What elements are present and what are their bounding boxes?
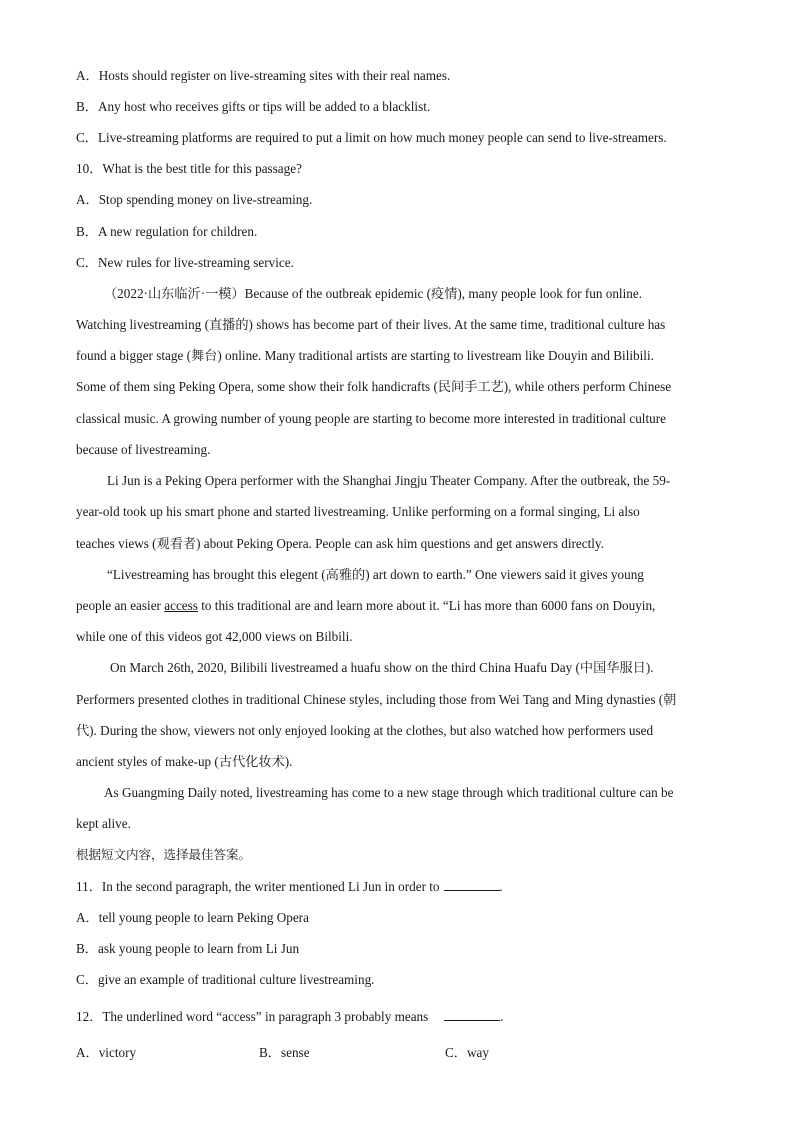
passage-p1-line4: Some of them sing Peking Opera, some show their folk handicrafts (民间手工艺), while others perform Chinese [76,379,672,394]
q11-answer-blank[interactable] [444,878,500,891]
p3-text-post: to this traditional are and learn more about it. “Li has more than 6000 fans on Douyin, [197,598,656,613]
q11-option-b: B．ask young people to learn from Li Jun [76,941,300,956]
passage-p4-line3: 代). During the show, viewers not only enjoyed looking at the clothes, but also watched how performers used [76,723,654,738]
q9-option-b: B．Any host who receives gifts or tips will be added to a blacklist. [76,99,431,114]
q12-answer-blank[interactable] [444,1008,500,1021]
q11-option-a: A．tell young people to learn Peking Opera [76,910,309,925]
passage-p4-line4: ancient styles of make-up (古代化妆术). [76,754,293,769]
passage-p1-line6: because of livestreaming. [76,442,211,457]
instruction: 根据短文内容，选择最佳答案。 [76,847,252,862]
passage-p5-line2: kept alive. [76,816,131,831]
passage-p4-line1: On March 26th, 2020, Bilibili livestreamed a huafu show on the third China Huafu Day (中国华服日). [110,660,654,675]
passage-p2-line1: Li Jun is a Peking Opera performer with the Shanghai Jingju Theater Company. After the outbreak, the 59- [107,473,671,488]
q10-stem: 10．What is the best title for this passage? [76,161,302,176]
q10-option-b: B．A new regulation for children. [76,224,258,239]
passage-p5-line1: As Guangming Daily noted, livestreaming has come to a new stage through which traditional culture can be [104,785,674,800]
passage-p1-line5: classical music. A growing number of young people are starting to become more interested in traditional culture [76,411,666,426]
q12-stem-end: . [500,1009,504,1024]
passage-p1-line3: found a bigger stage (舞台) online. Many traditional artists are starting to livestream like Douyin and Bilibili. [76,348,654,363]
passage-p1-line1: （2022·山东临沂·一模）Because of the outbreak epidemic (疫情), many people look for fun online. [104,286,642,301]
q11-stem-end: . [499,879,503,894]
q12-option-c: C．way [445,1045,489,1060]
passage-p3-line1: “Livestreaming has brought this elegent (高雅的) art down to earth.” One viewers said it gives young [107,567,644,582]
q11-stem [76,878,503,896]
q10-option-c: C．New rules for live-streaming service. [76,255,294,270]
q9-option-a: A．Hosts should register on live-streaming sites with their real names. [76,68,451,83]
q11-stem-text: 11．In the second paragraph, the writer mentioned Li Jun in order to [76,879,440,894]
q12-option-b: B．sense [259,1045,310,1060]
p3-text-pre: people an easier [76,598,165,613]
passage-p3-line3: while one of this videos got 42,000 views on Bilbili. [76,629,353,644]
passage-p1-line2: Watching livestreaming (直播的) shows has become part of their lives. At the same time, traditional culture has [76,317,666,332]
passage-p4-line2: Performers presented clothes in traditional Chinese styles, including those from Wei Tang and Ming dynasties (朝 [76,692,677,707]
q12-stem [76,1008,504,1026]
passage-p2-line2: year-old took up his smart phone and started livestreaming. Unlike performing on a formal singing, Li also [76,504,640,519]
passage-p2-line3: teaches views (观看者) about Peking Opera. People can ask him questions and get answers directly. [76,536,604,551]
q10-option-a: A．Stop spending money on live-streaming. [76,192,313,207]
q11-option-c: C．give an example of traditional culture livestreaming. [76,972,375,987]
q12-stem-text: 12．The underlined word “access” in paragraph 3 probably means [76,1009,429,1024]
q12-option-a: A．victory [76,1045,137,1060]
underlined-word-access: access [164,598,198,613]
q9-option-c: C．Live-streaming platforms are required to put a limit on how much money people can send to live-streamers. [76,130,667,145]
passage-p3-line2 [76,597,655,615]
